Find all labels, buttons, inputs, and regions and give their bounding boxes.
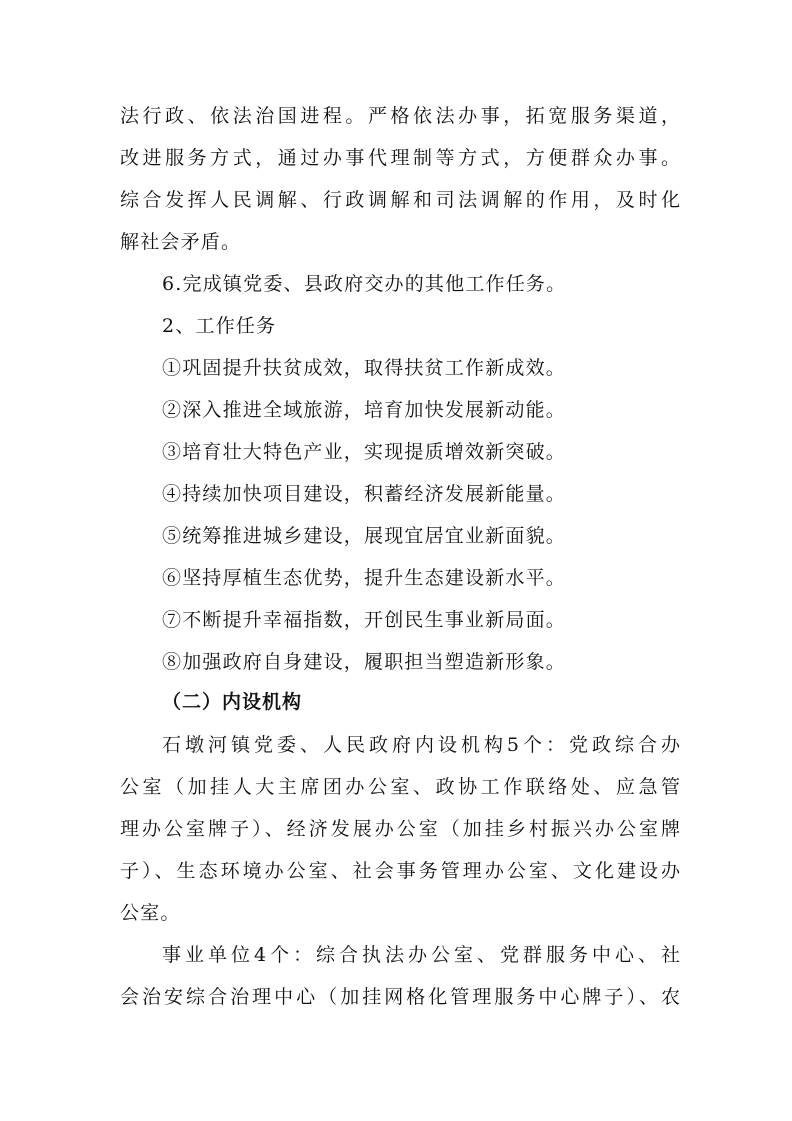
task-list-item: ①巩固提升扶贫成效，取得扶贫工作新成效。 bbox=[162, 357, 567, 379]
paragraph-line: 改进服务方式，通过办事代理制等方式，方便群众办事。 bbox=[120, 147, 680, 169]
paragraph-line: 公室（加挂人大主席团办公室、政协工作联络处、应急管 bbox=[120, 776, 680, 798]
task-list-item: ④持续加快项目建设，积蓄经济发展新能量。 bbox=[162, 483, 567, 505]
task-list-item: ②深入推进全域旅游，培育加快发展新动能。 bbox=[162, 399, 567, 421]
paragraph-line: 综合发挥人民调解、行政调解和司法调解的作用，及时化 bbox=[120, 189, 680, 211]
task-list-item: ⑦不断提升幸福指数，开创民生事业新局面。 bbox=[162, 609, 567, 631]
section-heading-internal-structure: （二）内设机构 bbox=[162, 691, 303, 713]
paragraph-line: 石墩河镇党委、人民政府内设机构5个：党政综合办 bbox=[162, 734, 680, 756]
paragraph-line: 会治安综合治理中心（加挂网格化管理服务中心牌子）、农 bbox=[120, 986, 680, 1008]
paragraph-line: 公室。 bbox=[120, 902, 181, 924]
paragraph-line: 解社会矛盾。 bbox=[120, 231, 242, 253]
paragraph-line: 法行政、依法治国进程。严格依法办事，拓宽服务渠道， bbox=[120, 105, 680, 127]
task-list-item: ③培育壮大特色产业，实现提质增效新突破。 bbox=[162, 441, 567, 463]
task-list-item: ⑧加强政府自身建设，履职担当塑造新形象。 bbox=[162, 651, 567, 673]
paragraph-line: 理办公室牌子）、经济发展办公室（加挂乡村振兴办公室牌 bbox=[120, 818, 680, 840]
paragraph-line: 子）、生态环境办公室、社会事务管理办公室、文化建设办 bbox=[120, 860, 680, 882]
task-item-6: 6.完成镇党委、县政府交办的其他工作任务。 bbox=[162, 273, 567, 295]
paragraph-line: 事业单位4个：综合执法办公室、党群服务中心、社 bbox=[162, 944, 680, 966]
section-subheading: 2、工作任务 bbox=[162, 315, 277, 337]
task-list-item: ⑥坚持厚植生态优势，提升生态建设新水平。 bbox=[162, 567, 567, 589]
task-list-item: ⑤统筹推进城乡建设，展现宜居宜业新面貌。 bbox=[162, 525, 567, 547]
